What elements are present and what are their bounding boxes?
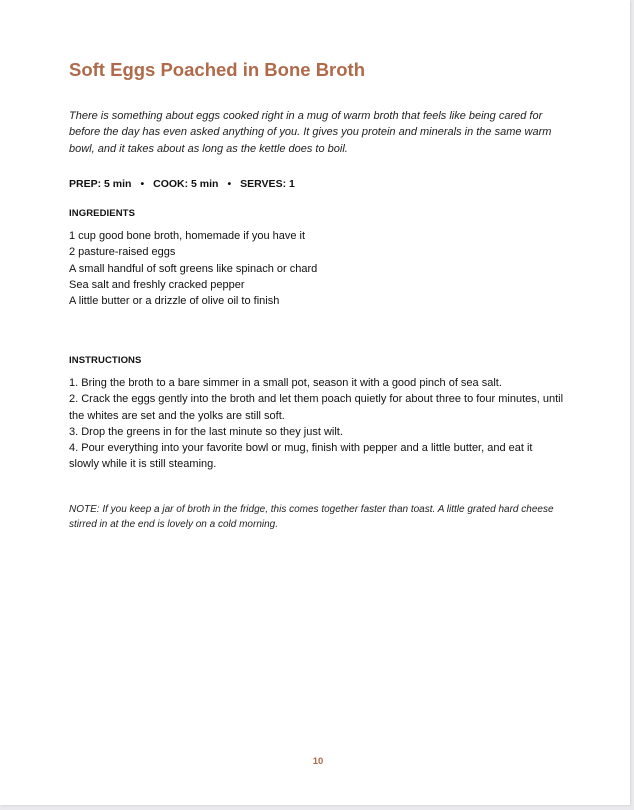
ingredient-item: A small handful of soft greens like spinach or chard (69, 262, 318, 275)
instructions-heading: INSTRUCTIONS (69, 355, 142, 366)
recipe-meta (69, 177, 295, 191)
ingredients-list (69, 228, 317, 309)
meta-separator: • (227, 178, 232, 190)
recipe-intro: There is something about eggs cooked right in a mug of warm broth that feels like being cared for before the day has even asked anything of you. It gives you protein and minerals in the same warm bowl, and it takes about as long as the kettle does to boil. (69, 110, 552, 155)
recipe-title: Soft Eggs Poached in Bone Broth (69, 59, 366, 80)
instructions-list (69, 375, 564, 473)
instruction-step: 3. Drop the greens in for the last minute so they just wilt. (69, 425, 343, 438)
cook-time: COOK: 5 min (153, 178, 219, 190)
instruction-step: 2. Crack the eggs gently into the broth and let them poach quietly for about three to four minutes, until the whites are set and the yolks are still soft. (69, 393, 564, 422)
instruction-step: 4. Pour everything into your favorite bowl or mug, finish with pepper and a little butter, and eat it slowly while it is still steaming. (69, 442, 533, 471)
ingredient-item: 1 cup good bone broth, homemade if you have it (69, 230, 306, 242)
ingredients-heading: INGREDIENTS (69, 208, 136, 219)
recipe-note: NOTE: If you keep a jar of broth in the fridge, this comes together faster than toast. A little grated hard cheese stirred in at the end is lovely on a cold morning. (69, 504, 554, 531)
meta-separator: • (140, 178, 145, 190)
page-number: 10 (312, 756, 324, 767)
ingredient-item: Sea salt and freshly cracked pepper (69, 278, 245, 291)
servings: SERVES: 1 (240, 178, 295, 190)
instruction-step: 1. Bring the broth to a bare simmer in a small pot, season it with a good pinch of sea salt. (69, 377, 502, 389)
ingredient-item: 2 pasture-raised eggs (69, 246, 176, 259)
ingredient-item: A little butter or a drizzle of olive oil to finish (69, 295, 280, 308)
prep-time: PREP: 5 min (69, 178, 132, 190)
